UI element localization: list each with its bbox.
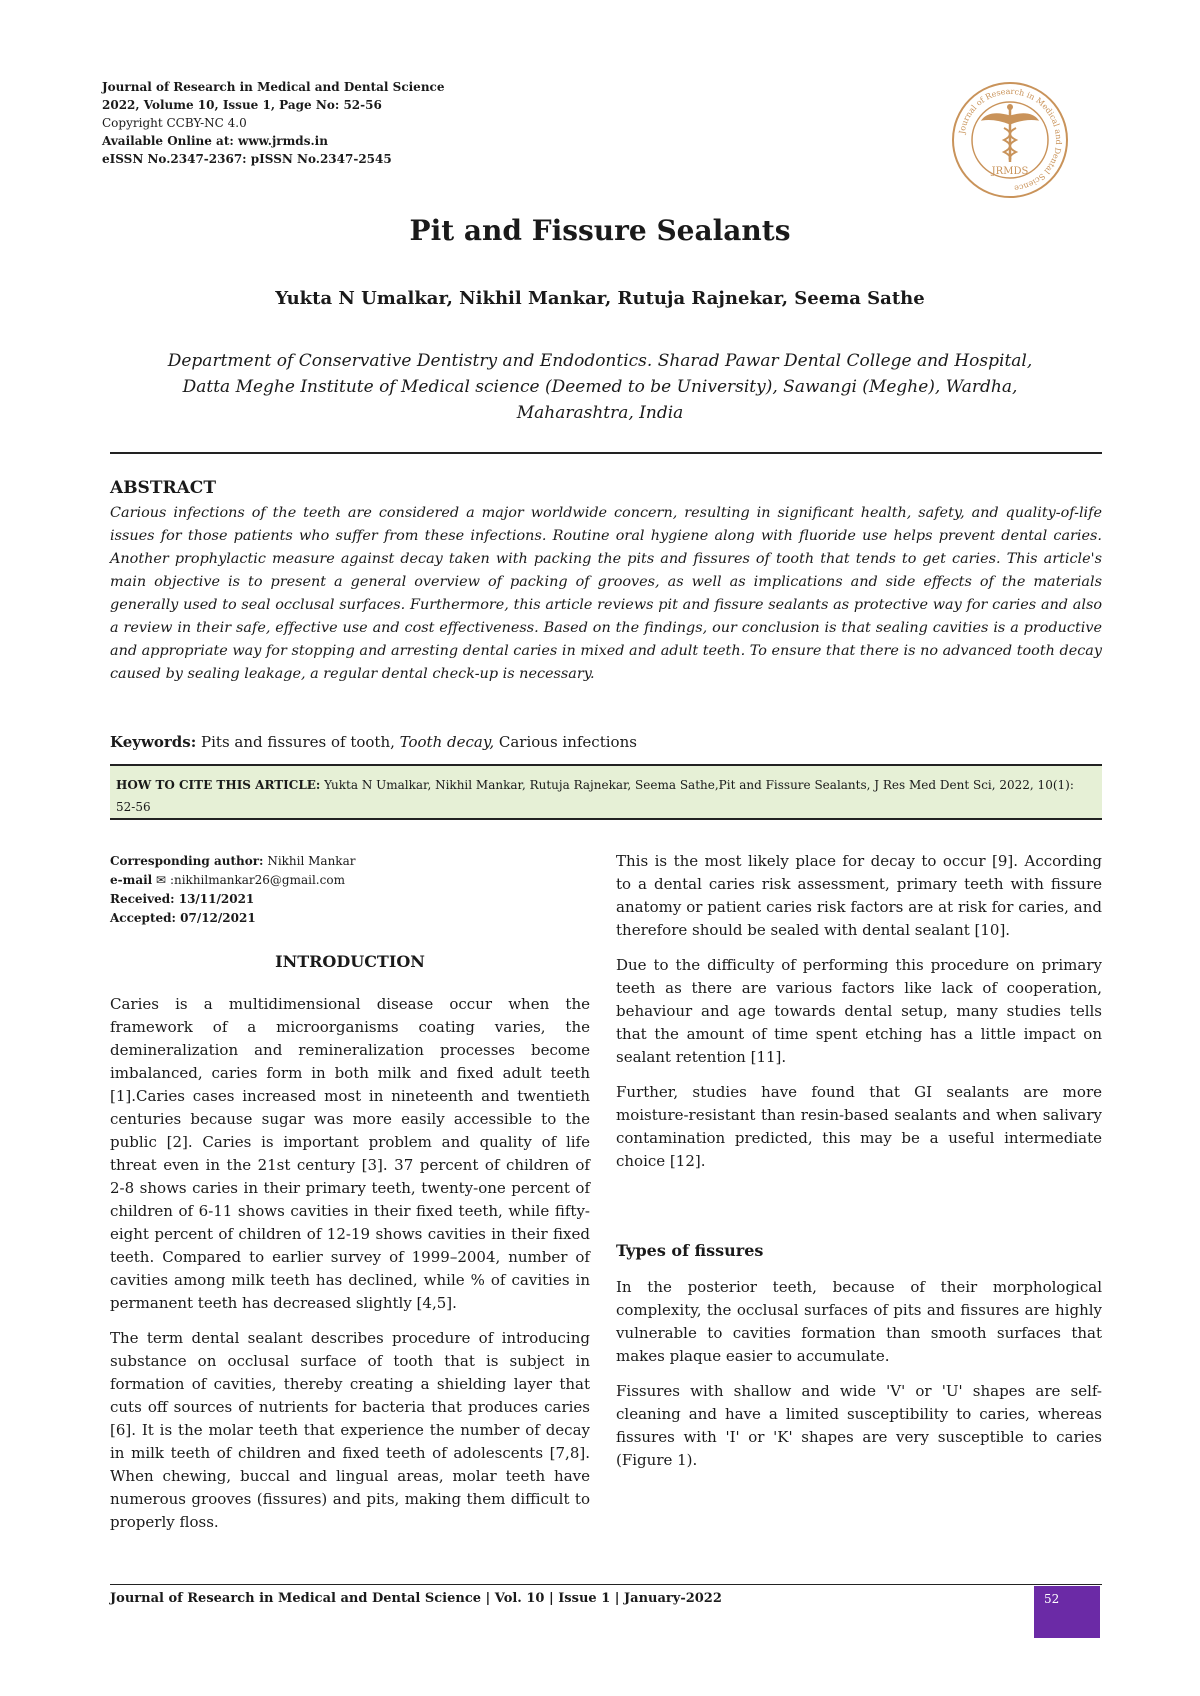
right-column [616, 850, 1102, 1484]
journal-name: Journal of Research in Medical and Dental Science [102, 80, 445, 94]
divider [110, 452, 1102, 454]
footer-divider [110, 1584, 1102, 1585]
author-list: Yukta N Umalkar, Nikhil Mankar, Rutuja Rajnekar, Seema Sathe [275, 288, 925, 309]
page-number-box [1034, 1586, 1100, 1638]
logo-initials: JRMDS [991, 166, 1029, 177]
how-to-cite-box [110, 764, 1102, 820]
citation-text: Yukta N Umalkar, Nikhil Mankar, Rutuja Rajnekar, Seema Sathe,Pit and Fissure Sealants, J Res Med Dent Sci, 2022, 10(1): 52-56 [116, 778, 1074, 814]
paragraph: Fissures with shallow and wide 'V' or 'U' shapes are self-cleaning and have a limited susceptibility to caries, whereas fissures with 'I' or 'K' shapes are very susceptible to caries (Figure 1). [616, 1382, 1102, 1469]
abstract-heading: ABSTRACT [110, 478, 216, 498]
correspondence-block [110, 852, 355, 928]
corresponding-author-label: Corresponding author: [110, 854, 264, 868]
accepted-date: Accepted: 07/12/2021 [110, 911, 256, 925]
keywords [110, 733, 637, 751]
article-title: Pit and Fissure Sealants [409, 214, 791, 247]
corresponding-author: Nikhil Mankar [267, 854, 356, 868]
keyword-item: Tooth decay, [399, 733, 495, 751]
email-label: e-mail [110, 873, 153, 887]
logo-ring-text: Journal of Research in Medical and Dental Science [957, 86, 1064, 193]
paragraph: Further, studies have found that GI sealants are more moisture-resistant than resin-based sealants and when salivary contamination predicted, this may be a useful intermediate choice [12]. [616, 1083, 1102, 1170]
paragraph: The term dental sealant describes procedure of introducing substance on occlusal surface of tooth that is subject in formation of cavities, thereby creating a shielding layer that cuts off sources of nutrients for bacteria that produces caries [6]. It is the molar teeth that experience the number of decay in milk teeth of children and fixed teeth of adolescents [7,8]. When chewing, buccal and lingual areas, molar teeth have numerous grooves (fissures) and pits, making them difficult to properly floss. [110, 1329, 590, 1531]
affiliation: Department of Conservative Dentistry and Endodontics. Sharad Pawar Dental College and Hospital, Datta Meghe Institute of Medical science (Deemed to be University), Sawangi (Meghe), Wardha, Maharashtra, India [167, 351, 1033, 423]
paragraph: Due to the difficulty of performing this procedure on primary teeth as there are various factors like lack of cooperation, behaviour and age towards dental setup, many studies tells that the amount of time spent etching has a little impact on sealant retention [11]. [616, 956, 1102, 1066]
paragraph: Caries is a multidimensional disease occur when the framework of a microorganisms coating varies, the demineralization and remineralization processes become imbalanced, caries form in both milk and fixed adult teeth [1].Caries cases increased most in nineteenth and twentieth centuries because sugar was more easily accessible to the public [2]. Caries is important problem and quality of life threat even in the 21st century [3]. 37 percent of children of 2-8 shows caries in their primary teeth, twenty-one percent of children of 6-11 shows cavities in their fixed teeth, while fifty-eight percent of children of 12-19 shows cavities in their fixed teeth. Compared to earlier survey of 1999–2004, number of cavities among milk teeth has declined, while % of cavities in permanent teeth has decreased slightly [4,5]. [110, 995, 590, 1312]
footer-text: Journal of Research in Medical and Dental Science | Vol. 10 | Issue 1 | January-2022 [110, 1591, 722, 1606]
cite-label: HOW TO CITE THIS ARTICLE: [116, 778, 321, 792]
paragraph: This is the most likely place for decay to occur [9]. According to a dental caries risk assessment, primary teeth with fissure anatomy or patient caries risk factors are at risk for caries, and therefore should be sealed with dental sealant [10]. [616, 852, 1102, 939]
abstract-text: Carious infections of the teeth are considered a major worldwide concern, resulting in significant health, safety, and quality-of-life issues for those patients who suffer from these infections. Routine oral hygiene along with fluoride use helps prevent dental caries. Another prophylactic measure against decay taken with packing the pits and fissures of tooth that tends to get caries. This article's main objective is to present a general overview of packing of grooves, as well as implications and side effects of the materials generally used to seal occlusal surfaces. Furthermore, this article reviews pit and fissure sealants as protective way for caries and also a review in their safe, effective use and cost effectiveness. Based on the findings, our conclusion is that sealing cavities is a productive and appropriate way for stopping and arresting dental caries in mixed and adult teeth. To ensure that there is no advanced tooth decay caused by sealing leakage, a regular dental check-up is necessary. [110, 505, 1102, 682]
paragraph: In the posterior teeth, because of their morphological complexity, the occlusal surfaces of pits and fissures are highly vulnerable to cavities formation than smooth surfaces that makes plaque easier to accumulate. [616, 1278, 1102, 1365]
keyword-item: Pits and fissures of tooth, [201, 733, 395, 751]
copyright-line: Copyright CCBY-NC 4.0 [102, 116, 247, 130]
received-date: Received: 13/11/2021 [110, 892, 255, 906]
keyword-item: Carious infections [498, 733, 637, 751]
journal-logo [950, 80, 1070, 200]
email-address[interactable]: :nikhilmankar26@gmail.com [169, 873, 345, 887]
email-icon: ✉ [156, 873, 167, 887]
volume-line: 2022, Volume 10, Issue 1, Page No: 52-56 [102, 98, 382, 112]
caduceus-icon [982, 104, 1038, 162]
types-of-fissures-heading: Types of fissures [616, 1241, 764, 1260]
available-online-line: Available Online at: www.jrmds.in [102, 134, 328, 148]
keywords-label: Keywords: [110, 733, 197, 751]
left-column [110, 950, 590, 1546]
issn-line: eISSN No.2347-2367: pISSN No.2347-2545 [102, 152, 392, 166]
introduction-heading: INTRODUCTION [275, 952, 425, 971]
journal-header [102, 78, 444, 168]
page-number: 52 [1044, 1592, 1060, 1606]
